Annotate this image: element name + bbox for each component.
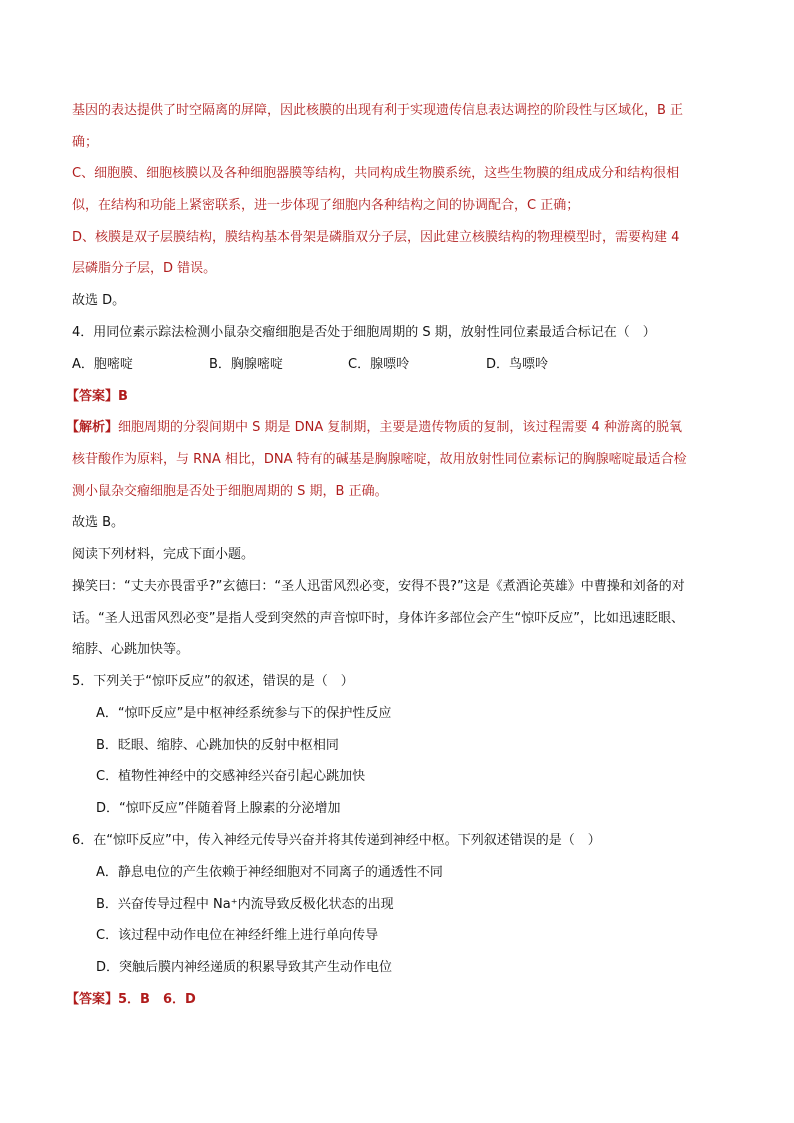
q3-analysis-b-line2: 确； — [72, 135, 99, 150]
q4-conclusion: 故选 B。 — [72, 515, 125, 530]
q4-analysis-line1 — [66, 418, 682, 438]
answer-label: 【答案】 — [66, 992, 119, 1007]
analysis-text: 细胞周期的分裂间期中 S 期是 DNA 复制期，主要是遗传物质的复制，该过程需要 4 种游离的脱氧 — [118, 420, 682, 435]
q4-option-b: B．胸腺嘧啶 — [209, 357, 283, 372]
q3-analysis-d-line1: D、核膜是双子层膜结构，膜结构基本骨架是磷脂双分子层，因此建立核膜结构的物理模型时，需要构建 4 — [72, 230, 680, 245]
q5-option-d: D．“惊吓反应”伴随着肾上腺素的分泌增加 — [96, 801, 341, 816]
q4-option-c: C．腺嘌呤 — [348, 357, 410, 372]
q3-analysis-d-line2: 层磷脂分子层，D 错误。 — [72, 261, 217, 276]
q6-option-a: A．静息电位的产生依赖于神经细胞对不同离子的通透性不同 — [96, 865, 443, 880]
analysis-label: 【解析】 — [66, 420, 119, 435]
q5-option-c: C．植物性神经中的交感神经兴奋引起心跳加快 — [96, 769, 366, 784]
q6-option-c: C．该过程中动作电位在神经纤维上进行单向传导 — [96, 928, 379, 943]
material-line1: 操笑曰：“丈夫亦畏雷乎?”玄德曰：“圣人迅雷风烈必变，安得不畏?”这是《煮酒论英雄》中曹操和刘备的对 — [72, 579, 685, 594]
q4-option-d: D．鸟嘌呤 — [486, 357, 549, 372]
q4-analysis-line3: 测小鼠杂交瘤细胞是否处于细胞周期的 S 期，B 正确。 — [72, 484, 388, 499]
q4-answer — [66, 387, 128, 407]
q4-stem: 4．用同位素示踪法检测小鼠杂交瘤细胞是否处于细胞周期的 S 期，放射性同位素最适合标记在（ ） — [72, 325, 656, 340]
q6-stem: 6．在“惊吓反应”中，传入神经元传导兴奋并将其传递到神经中枢。下列叙述错误的是（ ） — [72, 833, 601, 848]
answer-value: B — [118, 389, 128, 404]
material-line2: 话。“圣人迅雷风烈必变”是指人受到突然的声音惊吓时，身体许多部位会产生“惊吓反应”，比如迅速眨眼、 — [72, 611, 684, 626]
q5-stem: 5．下列关于“惊吓反应”的叙述，错误的是（ ） — [72, 674, 354, 689]
material-intro: 阅读下列材料，完成下面小题。 — [72, 547, 255, 562]
q3-conclusion: 故选 D。 — [72, 293, 126, 308]
material-line3: 缩脖、心跳加快等。 — [72, 642, 190, 657]
q3-analysis-c-line1: C、细胞膜、细胞核膜以及各种细胞器膜等结构，共同构成生物膜系统，这些生物膜的组成成分和结构很相 — [72, 166, 680, 181]
answers-5-6 — [66, 990, 196, 1010]
answer-value: 5．B 6．D — [118, 992, 196, 1007]
q4-option-a: A．胞嘧啶 — [72, 357, 133, 372]
q5-option-b: B．眨眼、缩脖、心跳加快的反射中枢相同 — [96, 738, 339, 753]
q6-option-d: D．突触后膜内神经递质的积累导致其产生动作电位 — [96, 960, 393, 975]
q6-option-b: B．兴奋传导过程中 Na⁺内流导致反极化状态的出现 — [96, 897, 394, 912]
q5-option-a: A．“惊吓反应”是中枢神经系统参与下的保护性反应 — [96, 706, 392, 721]
q4-analysis-line2: 核苷酸作为原料，与 RNA 相比，DNA 特有的碱基是胸腺嘧啶，故用放射性同位素标记的胸腺嘧啶最适合检 — [72, 452, 687, 467]
q3-analysis-c-line2: 似，在结构和功能上紧密联系，进一步体现了细胞内各种结构之间的协调配合，C 正确； — [72, 198, 580, 213]
q3-analysis-b-line1: 基因的表达提供了时空隔离的屏障，因此核膜的出现有利于实现遗传信息表达调控的阶段性与区域化，B 正 — [72, 103, 684, 118]
answer-label: 【答案】 — [66, 389, 119, 404]
